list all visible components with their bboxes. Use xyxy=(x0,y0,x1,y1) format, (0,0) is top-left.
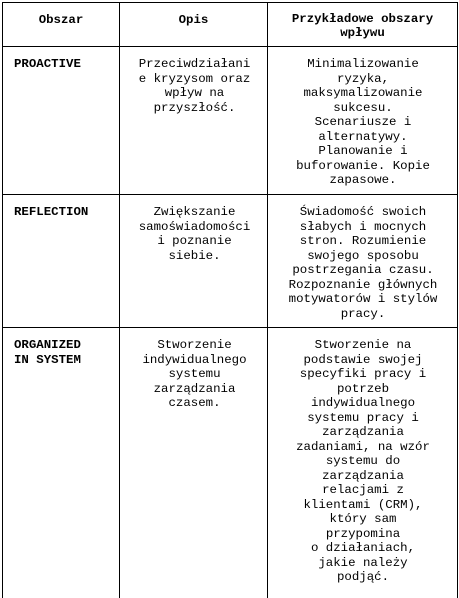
description-cell: Zwiększanie samoświadomości i poznanie siebie. xyxy=(120,195,268,328)
impact-cell: Świadomość swoich słabych i mocnych stron. Rozumienie swojego sposobu postrzegania czasu. Rozpoznanie głównych motywatorów i stylów pracy. xyxy=(268,195,458,328)
header-area: Obszar xyxy=(3,3,120,47)
table-header-row xyxy=(3,3,458,47)
description-cell: Przeciwdziałani e kryzysom oraz wpływ na przyszłość. xyxy=(120,47,268,195)
description-cell: Stworzenie indywidualnego systemu zarządzania czasem. xyxy=(120,328,268,598)
header-impact: Przykładowe obszary wpływu xyxy=(268,3,458,47)
table-row xyxy=(3,47,458,195)
table-row xyxy=(3,195,458,328)
header-description: Opis xyxy=(120,3,268,47)
area-cell: ORGANIZED IN SYSTEM xyxy=(3,328,120,598)
area-cell: REFLECTION xyxy=(3,195,120,328)
area-cell: PROACTIVE xyxy=(3,47,120,195)
impact-cell: Stworzenie na podstawie swojej specyfiki pracy i potrzeb indywidualnego systemu pracy i zarządzania zadaniami, na wzór systemu do zarządzania relacjami z klientami (CRM), który sam przypomina o działaniach, jakie należy podjąć. xyxy=(268,328,458,598)
impact-cell: Minimalizowanie ryzyka, maksymalizowanie sukcesu. Scenariusze i alternatywy. Planowanie i buforowanie. Kopie zapasowe. xyxy=(268,47,458,195)
areas-table xyxy=(2,2,458,598)
table-row xyxy=(3,328,458,598)
